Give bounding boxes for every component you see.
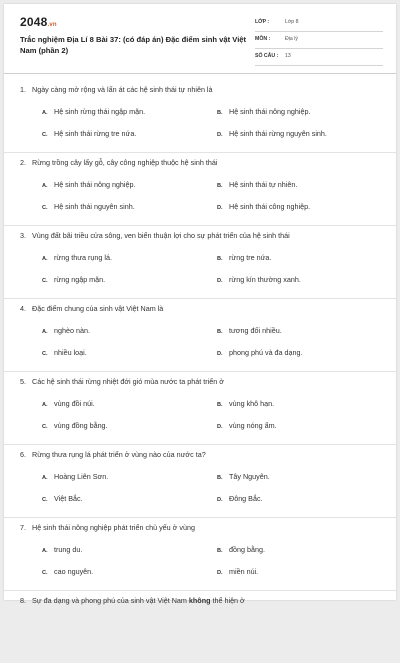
question-text-emphasis: không [188, 596, 211, 605]
option-letter: A. [42, 402, 48, 408]
option-text: Hệ sinh thái công nghiệp. [229, 202, 311, 211]
option-letter: B. [217, 475, 223, 481]
question-item [4, 445, 396, 518]
answer-option[interactable] [217, 326, 282, 335]
question-text: Rừng thưa rụng lá phát triển ở vùng nào của nước ta? [32, 450, 206, 459]
option-text: miền núi. [229, 567, 259, 576]
answer-option[interactable] [217, 399, 274, 408]
option-text: Đông Bắc. [229, 494, 263, 503]
option-letter: B. [217, 548, 223, 554]
option-letter: A. [42, 329, 48, 335]
answer-option[interactable] [217, 545, 265, 554]
page-title: Trắc nghiệm Địa Lí 8 Bài 37: (có đáp án) Đặc điểm sinh vật Việt Nam (phần 2) [20, 35, 247, 55]
option-letter: B. [217, 402, 223, 408]
answer-option[interactable] [42, 399, 95, 408]
answer-option[interactable] [217, 472, 270, 481]
question-text: Các hệ sinh thái rừng nhiệt đới gió mùa nước ta phát triển ở [32, 377, 224, 386]
option-text: Hệ sinh rừng thái ngập mặn. [54, 107, 146, 116]
question-text: Ngày càng mở rộng và lấn át các hệ sinh thái tự nhiên là [32, 85, 213, 94]
option-text: rừng ngập mặn. [54, 275, 106, 284]
option-letter: A. [42, 548, 48, 554]
question-text: Rừng trồng cây lấy gỗ, cây công nghiệp thuộc hệ sinh thái [32, 158, 218, 167]
option-letter: C. [42, 497, 48, 503]
answer-option[interactable] [217, 107, 311, 116]
option-text: trung du. [54, 545, 83, 554]
question-text: Đặc điểm chung của sinh vật Việt Nam là [32, 304, 164, 313]
question-item [4, 372, 396, 445]
answer-option[interactable] [217, 180, 297, 189]
option-letter: D. [217, 278, 223, 284]
question-number: 4. [20, 304, 26, 313]
option-text: Hoàng Liên Sơn. [54, 472, 109, 481]
question-item [4, 591, 396, 663]
question-number: 1. [20, 85, 26, 94]
answer-option[interactable] [217, 348, 303, 357]
question-number: 7. [20, 523, 26, 532]
page-header [4, 4, 396, 74]
option-letter: D. [217, 497, 223, 503]
question-text-after: thể hiện ở [210, 596, 245, 605]
option-letter: B. [217, 256, 223, 262]
answer-option[interactable] [42, 348, 87, 357]
option-text: Hệ sinh thái nông nghiệp. [229, 107, 311, 116]
option-letter: D. [217, 132, 223, 138]
answer-option[interactable] [42, 253, 112, 262]
question-text [32, 596, 245, 605]
option-text: rừng thưa rụng lá. [54, 253, 112, 262]
option-text: đồng bằng. [229, 545, 265, 554]
option-text: Tây Nguyên. [229, 472, 270, 481]
question-number: 2. [20, 158, 26, 167]
question-number: 5. [20, 377, 26, 386]
option-text: Việt Bắc. [54, 494, 83, 503]
question-item [4, 153, 396, 226]
question-number: 6. [20, 450, 26, 459]
question-text: Vùng đất bãi triều cửa sông, ven biển thuận lợi cho sự phát triển của hệ sinh thái [32, 231, 290, 240]
answer-option[interactable] [42, 180, 136, 189]
header-divider [4, 73, 396, 74]
option-text: Hệ sinh thái rừng nguyên sinh. [229, 129, 327, 138]
answer-option[interactable] [217, 202, 310, 211]
option-text: rừng kín thường xanh. [229, 275, 301, 284]
question-number: 3. [20, 231, 26, 240]
logo-main: 2048 [20, 15, 48, 29]
answer-option[interactable] [217, 421, 277, 430]
question-item [4, 299, 396, 372]
question-item [4, 518, 396, 591]
answer-option[interactable] [42, 107, 145, 116]
answer-option[interactable] [42, 129, 136, 138]
option-letter: C. [42, 570, 48, 576]
meta-key: LỚP : [255, 19, 270, 25]
option-letter: C. [42, 278, 48, 284]
option-letter: C. [42, 424, 48, 430]
answer-option[interactable] [217, 567, 258, 576]
answer-option[interactable] [42, 421, 108, 430]
answer-option[interactable] [42, 202, 135, 211]
option-text: nghèo nàn. [54, 326, 90, 335]
option-text: tương đối nhiều. [229, 326, 282, 335]
meta-value: Lớp 8 [285, 19, 299, 25]
option-letter: B. [217, 183, 223, 189]
option-text: cao nguyên. [54, 567, 94, 576]
option-letter: D. [217, 570, 223, 576]
answer-option[interactable] [217, 129, 327, 138]
option-letter: B. [217, 329, 223, 335]
meta-info [255, 16, 383, 67]
meta-key: SỐ CÂU : [255, 53, 279, 59]
meta-row-subject [255, 33, 383, 49]
meta-value: 13 [285, 53, 291, 59]
site-logo[interactable] [20, 15, 57, 29]
question-item [4, 226, 396, 299]
answer-option[interactable] [42, 494, 83, 503]
option-text: Hệ sinh thái nguyên sinh. [54, 202, 135, 211]
option-letter: C. [42, 351, 48, 357]
option-letter: D. [217, 205, 223, 211]
meta-key: MÔN : [255, 36, 271, 42]
question-text-before: Sự đa dạng và phong phú của sinh vật Việt Nam [32, 596, 189, 605]
question-text: Hệ sinh thái nông nghiệp phát triển chủ yếu ở vùng [32, 523, 195, 532]
option-letter: A. [42, 110, 48, 116]
option-text: Hệ sinh thái nông nghiệp. [54, 180, 136, 189]
option-letter: C. [42, 132, 48, 138]
option-text: nhiều loại. [54, 348, 87, 357]
question-list [4, 80, 396, 663]
answer-option[interactable] [217, 253, 271, 262]
option-letter: A. [42, 475, 48, 481]
answer-option[interactable] [42, 326, 90, 335]
answer-option[interactable] [217, 275, 301, 284]
logo-suffix: .vn [47, 22, 57, 28]
meta-row-class [255, 16, 383, 32]
option-text: vùng đồng bằng. [54, 421, 108, 430]
option-text: Hệ sinh thái tự nhiên. [229, 180, 298, 189]
option-letter: A. [42, 183, 48, 189]
option-letter: D. [217, 424, 223, 430]
option-text: phong phú và đa dạng. [229, 348, 303, 357]
option-letter: A. [42, 256, 48, 262]
option-letter: D. [217, 351, 223, 357]
option-text: Hệ sinh thái rừng tre nứa. [54, 129, 137, 138]
option-text: vùng nóng ẩm. [229, 421, 277, 430]
question-number: 8. [20, 596, 26, 605]
answer-option[interactable] [217, 494, 263, 503]
answer-option[interactable] [42, 275, 105, 284]
answer-option[interactable] [42, 545, 82, 554]
option-text: vùng đồi núi. [54, 399, 95, 408]
option-letter: C. [42, 205, 48, 211]
answer-option[interactable] [42, 472, 108, 481]
option-text: vùng khô hạn. [229, 399, 275, 408]
meta-value: Địa lý [285, 36, 298, 42]
meta-row-count [255, 50, 383, 66]
question-item [4, 80, 396, 153]
document-page [4, 4, 396, 605]
answer-option[interactable] [42, 567, 93, 576]
option-letter: B. [217, 110, 223, 116]
option-text: rừng tre nứa. [229, 253, 272, 262]
